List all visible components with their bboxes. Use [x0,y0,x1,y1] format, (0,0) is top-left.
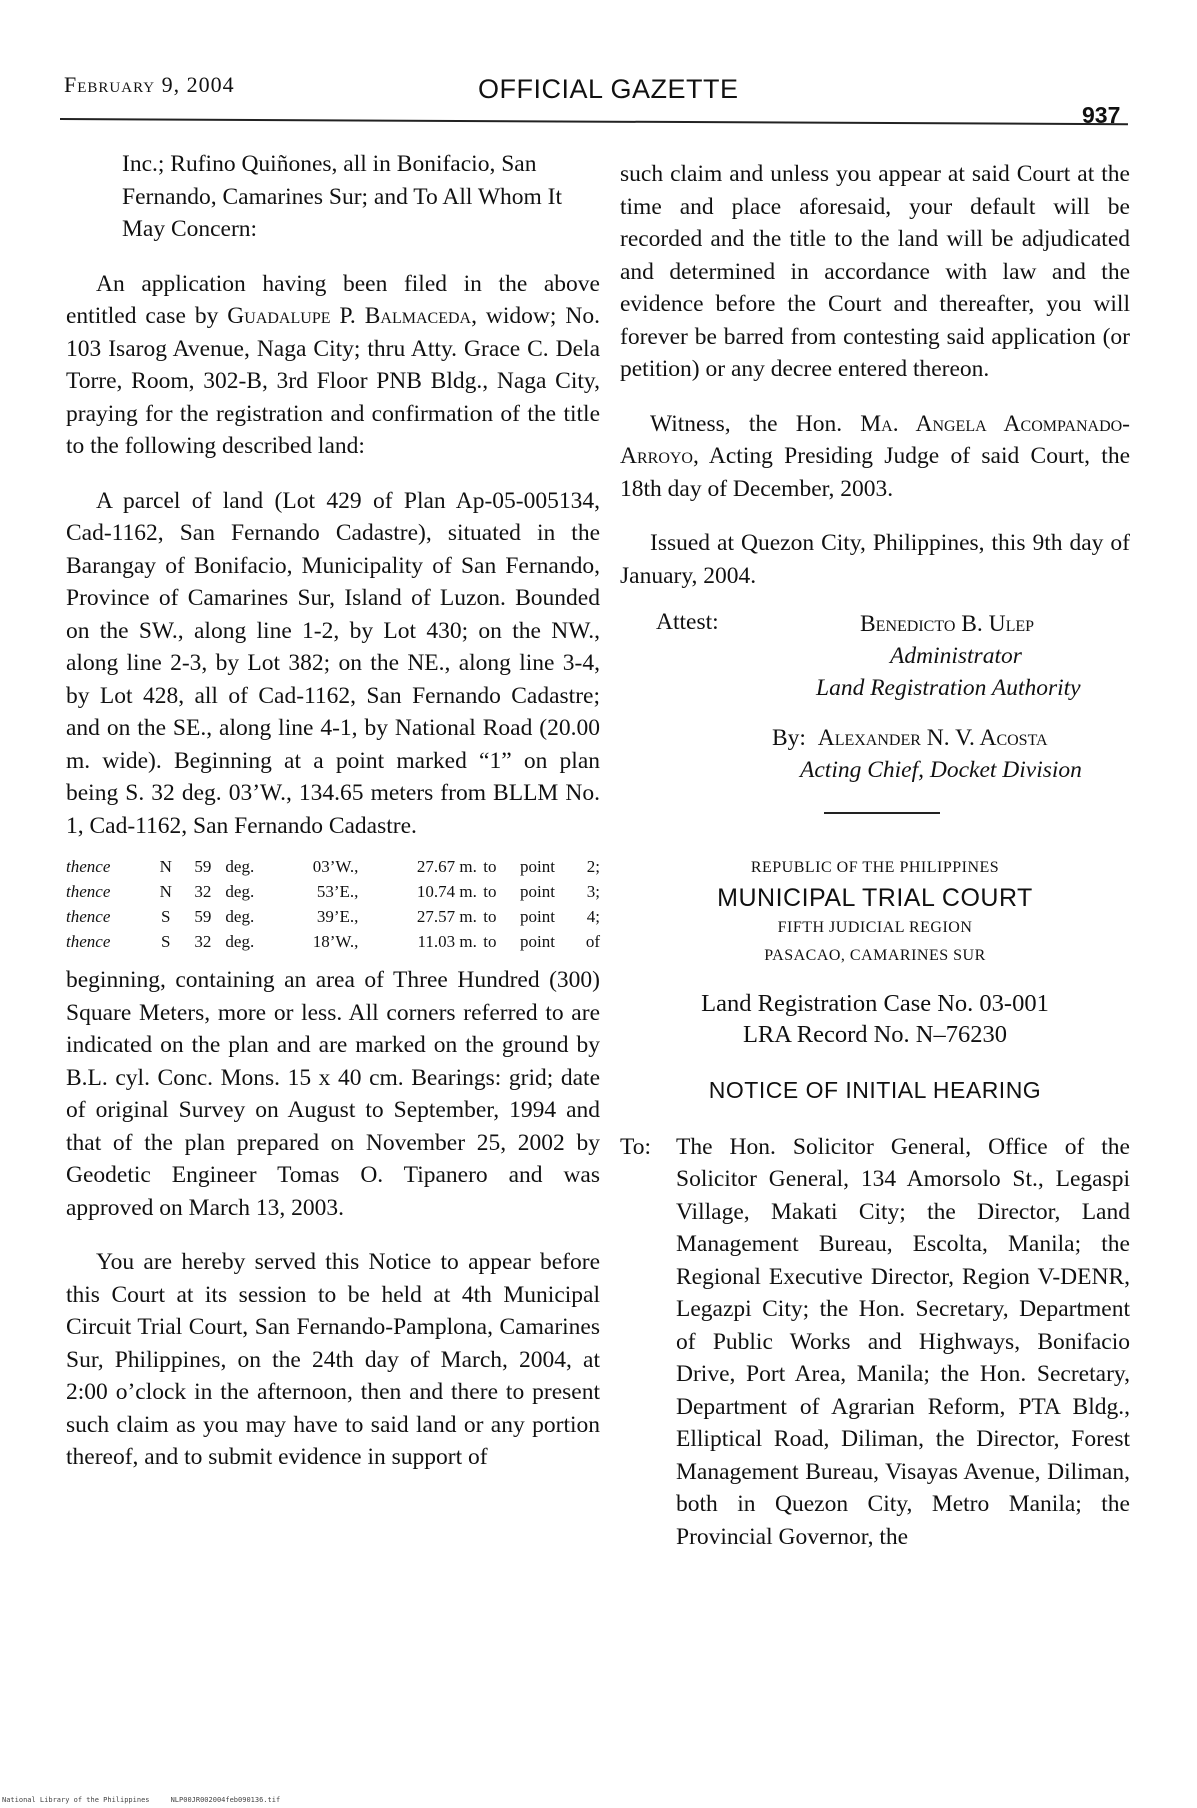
bearing-ref: 2; [586,857,600,876]
bearing-unit: deg. [225,882,255,901]
bearing-dist: 11.03 m. [417,932,477,951]
header-date: February 9, 2004 [64,72,235,97]
administrator-organization: Land Registration Authority [816,675,1081,701]
by-line [772,722,1048,755]
notice-title: NOTICE OF INITIAL HEARING [708,1077,1042,1103]
bearing-unit: deg. [225,932,255,951]
bearing-point: point [519,932,555,951]
bearing-dist: 10.74 m. [416,882,477,901]
by-label: By: [772,725,806,751]
bearing-unit: deg. [225,857,255,876]
bearing-to: to [483,932,497,951]
bearing-thence: thence [66,857,111,876]
bearing-row [66,929,600,954]
bearing-min: 03’W., [312,857,359,876]
bearing-ref: 3; [586,882,600,901]
bearing-deg: 59 [194,857,212,876]
court-heading [620,854,1130,970]
bearing-min: 18’W., [312,932,359,951]
docket-chief-title: Acting Chief, Docket Division [800,757,1082,783]
bearing-dir1: S [160,907,171,926]
land-description-paragraph: A parcel of land (Lot 429 of Plan Ap-05-005134, Cad-1162, San Fernando Cadastre), situated in the Barangay of Bonifacio, Municipality of San Fernando, Province of Camarines Sur, Island of Luzon. Bounded on the SW., along line 1-2, by Lot 430; on the NW., along line 2-3, by Lot 382; on the NE., along line 3-4, by Lot 428, all of Cad-1162, San Fernando Cadastre; and on the SE., along line 4-1, by National Road (20.00 m. wide). Beginning at a point marked “1” on plan being S. 32 deg. 03’W., 134.65 meters from BLLM No. 1, Cad-1162, San Fernando Cadastre. [66,487,600,839]
case-number: Land Registration Case No. 03-001 [701,990,1049,1017]
addressee-list: The Hon. Solicitor General, Office of the Solicitor General, 134 Amorsolo St., Legaspi Village, Makati City; the Director, Land Management Bureau, Escolta, Manila; the Regional Executive Director, Region V-DENR, Legazpi City; the Hon. Secretary, Department of Public Works and Highways, Bonifacio Drive, Port Area, Manila; the Hon. Secretary, Department of Agrarian Reform, PTA Bldg., Elliptical Road, Diliman, the Director, Forest Management Bureau, Visayas Avenue, Diliman, both in Quezon City, Metro Manila; the Provincial Governor, the [676,1133,1130,1550]
attestation-block [620,606,1130,783]
right-column [620,158,1130,1553]
applicant-name: Guadalupe P. Balmaceda [227,303,472,329]
bearing-dist: 27.57 m. [416,907,477,926]
bearing-dir1: N [159,857,172,876]
application-text-before: An application having been filed in the above entitled case by [66,270,600,329]
witness-text-before: Witness, the Hon. [650,410,861,437]
witness-text-after: , Acting Presiding Judge of said Court, the 18th day of December, 2003. [620,443,1130,502]
bearing-dist: 27.67 m. [416,857,477,876]
bearing-thence: thence [66,882,111,901]
administrator-title: Administrator [890,643,1022,669]
to-label: To: [620,1133,651,1160]
bearing-to: to [483,907,497,926]
bearing-dir1: S [160,932,171,951]
application-text-after: , widow; No. 103 Isarog Avenue, Naga City; thru Atty. Grace C. Dela Torre, Room, 302-B, 3rd Floor PNB Bldg., Naga City, praying for the registration and confirmation of the title to the following described land: [66,303,600,459]
bearing-min: 39’E., [316,907,359,926]
bearings-table-body [66,854,600,954]
bearing-ref: 4; [586,907,600,926]
footer-source: National Library of the Philippines [2,1796,150,1804]
case-numbers [620,988,1130,1050]
bearing-to: to [483,857,497,876]
application-paragraph [66,268,600,463]
page-number: 937 [1082,102,1121,128]
header-rule [60,118,1128,125]
bearing-point: point [519,907,555,926]
court-location: PASACAO, CAMARINES SUR [764,947,986,964]
administrator-name: Benedicto B. Ulep [860,611,1035,637]
bearing-thence: thence [66,907,111,926]
section-separator [824,812,940,814]
witness-paragraph [620,408,1130,506]
issued-paragraph: Issued at Quezon City, Philippines, this 9th day of January, 2004. [620,530,1130,589]
bearing-deg: 59 [194,907,212,926]
bearing-point: point [519,882,555,901]
court-region: FIFTH JUDICIAL REGION [777,919,973,936]
bearing-to: to [483,882,497,901]
judge-name: Ma. Angela Acompanado-Arroyo [620,410,1131,469]
bearing-row [66,854,600,879]
attest-label: Attest: [656,609,719,635]
addressee-block [620,1131,1130,1554]
bearing-dir1: N [159,882,172,901]
bearing-deg: 32 [194,882,212,901]
left-column [66,148,600,1474]
bearing-row [66,904,600,929]
scan-footer [2,1796,280,1804]
bearing-min: 53’E., [316,882,359,901]
bearing-point: point [519,857,555,876]
area-paragraph: beginning, containing an area of Three Hundred (300) Square Meters, more or less. All corners referred to are indicated on the plan and are marked on the ground by B.L. cyl. Conc. Mons. 15 x 40 cm. Bearings: grid; date of original Survey on August to September, 1994 and that of the plan prepared on November 25, 2002 by Geodetic Engineer Tomas O. Tipanero and was approved on March 13, 2003. [66,967,600,1221]
summons-paragraph: You are hereby served this Notice to appear before this Court at its session to be held at 4th Municipal Circuit Trial Court, San Fernando-Pamplona, Camarines Sur, Philippines, on the 24th day of March, 2004, at 2:00 o’clock in the afternoon, then and there to present such claim as you may have to said land or any portion thereof, and to submit evidence in support of [66,1249,600,1470]
bearing-thence: thence [66,932,111,951]
bearing-row [66,879,600,904]
default-warning-paragraph: such claim and unless you appear at said Court at the time and place aforesaid, your default will be recorded and the title to the land will be adjudicated and determined in accordance with law and the evidence before the Court and thereafter, you will forever be barred from contesting said application (or petition) or any decree entered thereon. [620,161,1130,382]
footer-filename: NLP00JR002004feb090136.tif [170,1796,281,1804]
publication-title: OFFICIAL GAZETTE [478,74,739,104]
bearing-ref: of [585,932,600,951]
court-republic: REPUBLIC OF THE PHILIPPINES [750,859,1000,876]
bearing-unit: deg. [225,907,255,926]
addressee-continuation: Inc.; Rufino Quiñones, all in Bonifacio, San Fernando, Camarines Sur; and To All Whom It May Concern: [122,151,563,242]
court-name: MUNICIPAL TRIAL COURT [717,884,1033,912]
docket-chief-name: Alexander N. V. Acosta [817,725,1048,751]
bearing-deg: 32 [194,932,212,951]
bearings-table [66,854,600,954]
lra-record-number: LRA Record No. N–76230 [742,1021,1008,1048]
